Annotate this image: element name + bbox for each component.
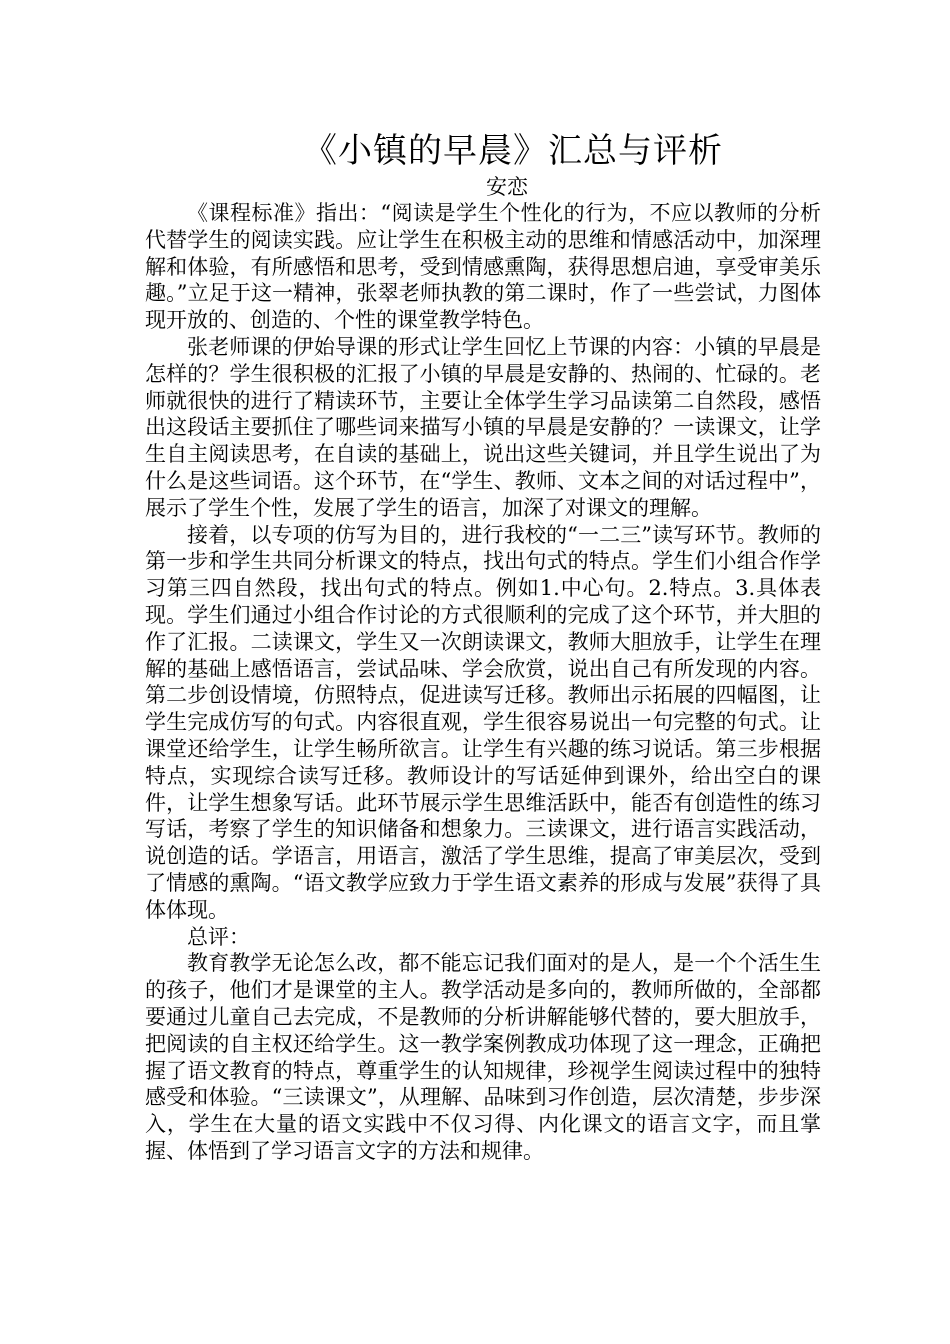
paragraph-intro: 《课程标准》指出：“阅读是学生个性化的行为，不应以教师的分析代替学生的阅读实践。应让学生在积极主动的思维和情感活动中，加深理解和体验，有所感悟和思考，受到情感熏陶，获得思想启迪，享受审美乐趣。”立足于这一精神，张翠老师执教的第二课时，作了一些尝试，力图体现开放的、创造的、个性的课堂教学特色。 [145, 201, 821, 333]
paragraph-summary: 教育教学无论怎么改，都不能忘记我们面对的是人，是一个个活生生的孩子，他们才是课堂的主人。教学活动是多向的，教师所做的，全部都要通过儿童自己去完成，不是教师的分析讲解能够代替的，要大胆放手，把阅读的自主权还给学生。这一教学案例教成功体现了这一理念，正确把握了语文教育的特点，尊重学生的认知规律，珍视学生阅读过程中的独特感受和体验。“三读课文”，从理解、品味到习作创造，层次清楚，步步深入，学生在大量的语文实践中不仅习得、内化课文的语言文字，而且掌握、体悟到了学习语言文字的方法和规律。 [145, 951, 821, 1163]
author-name: 安恋 [486, 175, 528, 199]
paragraph-reading-writing: 接着，以专项的仿写为目的，进行我校的“一二三”读写环节。教师的第一步和学生共同分析课文的特点，找出句式的特点。学生们小组合作学习第三四自然段，找出句式的特点。例如1.中心句。2.特点。3.具体表现。学生们通过小组合作讨论的方式很顺利的完成了这个环节，并大胆的作了汇报。二读课文，学生又一次朗读课文，教师大胆放手，让学生在理解的基础上感悟语言，尝试品味、学会欣赏，说出自己有所发现的内容。第二步创设情境，仿照特点，促进读写迁移。教师出示拓展的四幅图，让学生完成仿写的句式。内容很直观，学生很容易说出一句完整的句式。让课堂还给学生，让学生畅所欲言。让学生有兴趣的练习说话。第三步根据特点，实现综合读写迁移。教师设计的写话延伸到课外，给出空白的课件，让学生想象写话。此环节展示学生思维活跃中，能否有创造性的练习写话，考察了学生的知识储备和想象力。三读课文，进行语言实践活动，说创造的话。学语言，用语言，激活了学生思维，提高了审美层次，受到了情感的熏陶。“语文教学应致力于学生语文素养的形成与发展”获得了具体体现。 [145, 522, 821, 922]
document-page [145, 128, 821, 1165]
document-title: 《小镇的早晨》汇总与评析 [303, 131, 723, 171]
paragraph-summary-heading: 总评： [187, 924, 250, 949]
paragraph-lesson-opening: 张老师课的伊始导课的形式让学生回忆上节课的内容：小镇的早晨是怎样的？学生很积极的汇报了小镇的早晨是安静的、热闹的、忙碌的。老师就很快的进行了精读环节，主要让全体学生学习品读第二自然段，感悟出这段话主要抓住了哪些词来描写小镇的早晨是安静的？一读课文，让学生自主阅读思考，在自读的基础上，说出这些关键词，并且学生说出了为什么是这些词语。这个环节，在“学生、教师、文本之间的对话过程中”，展示了学生个性，发展了学生的语言，加深了对课文的理解。 [145, 334, 821, 520]
